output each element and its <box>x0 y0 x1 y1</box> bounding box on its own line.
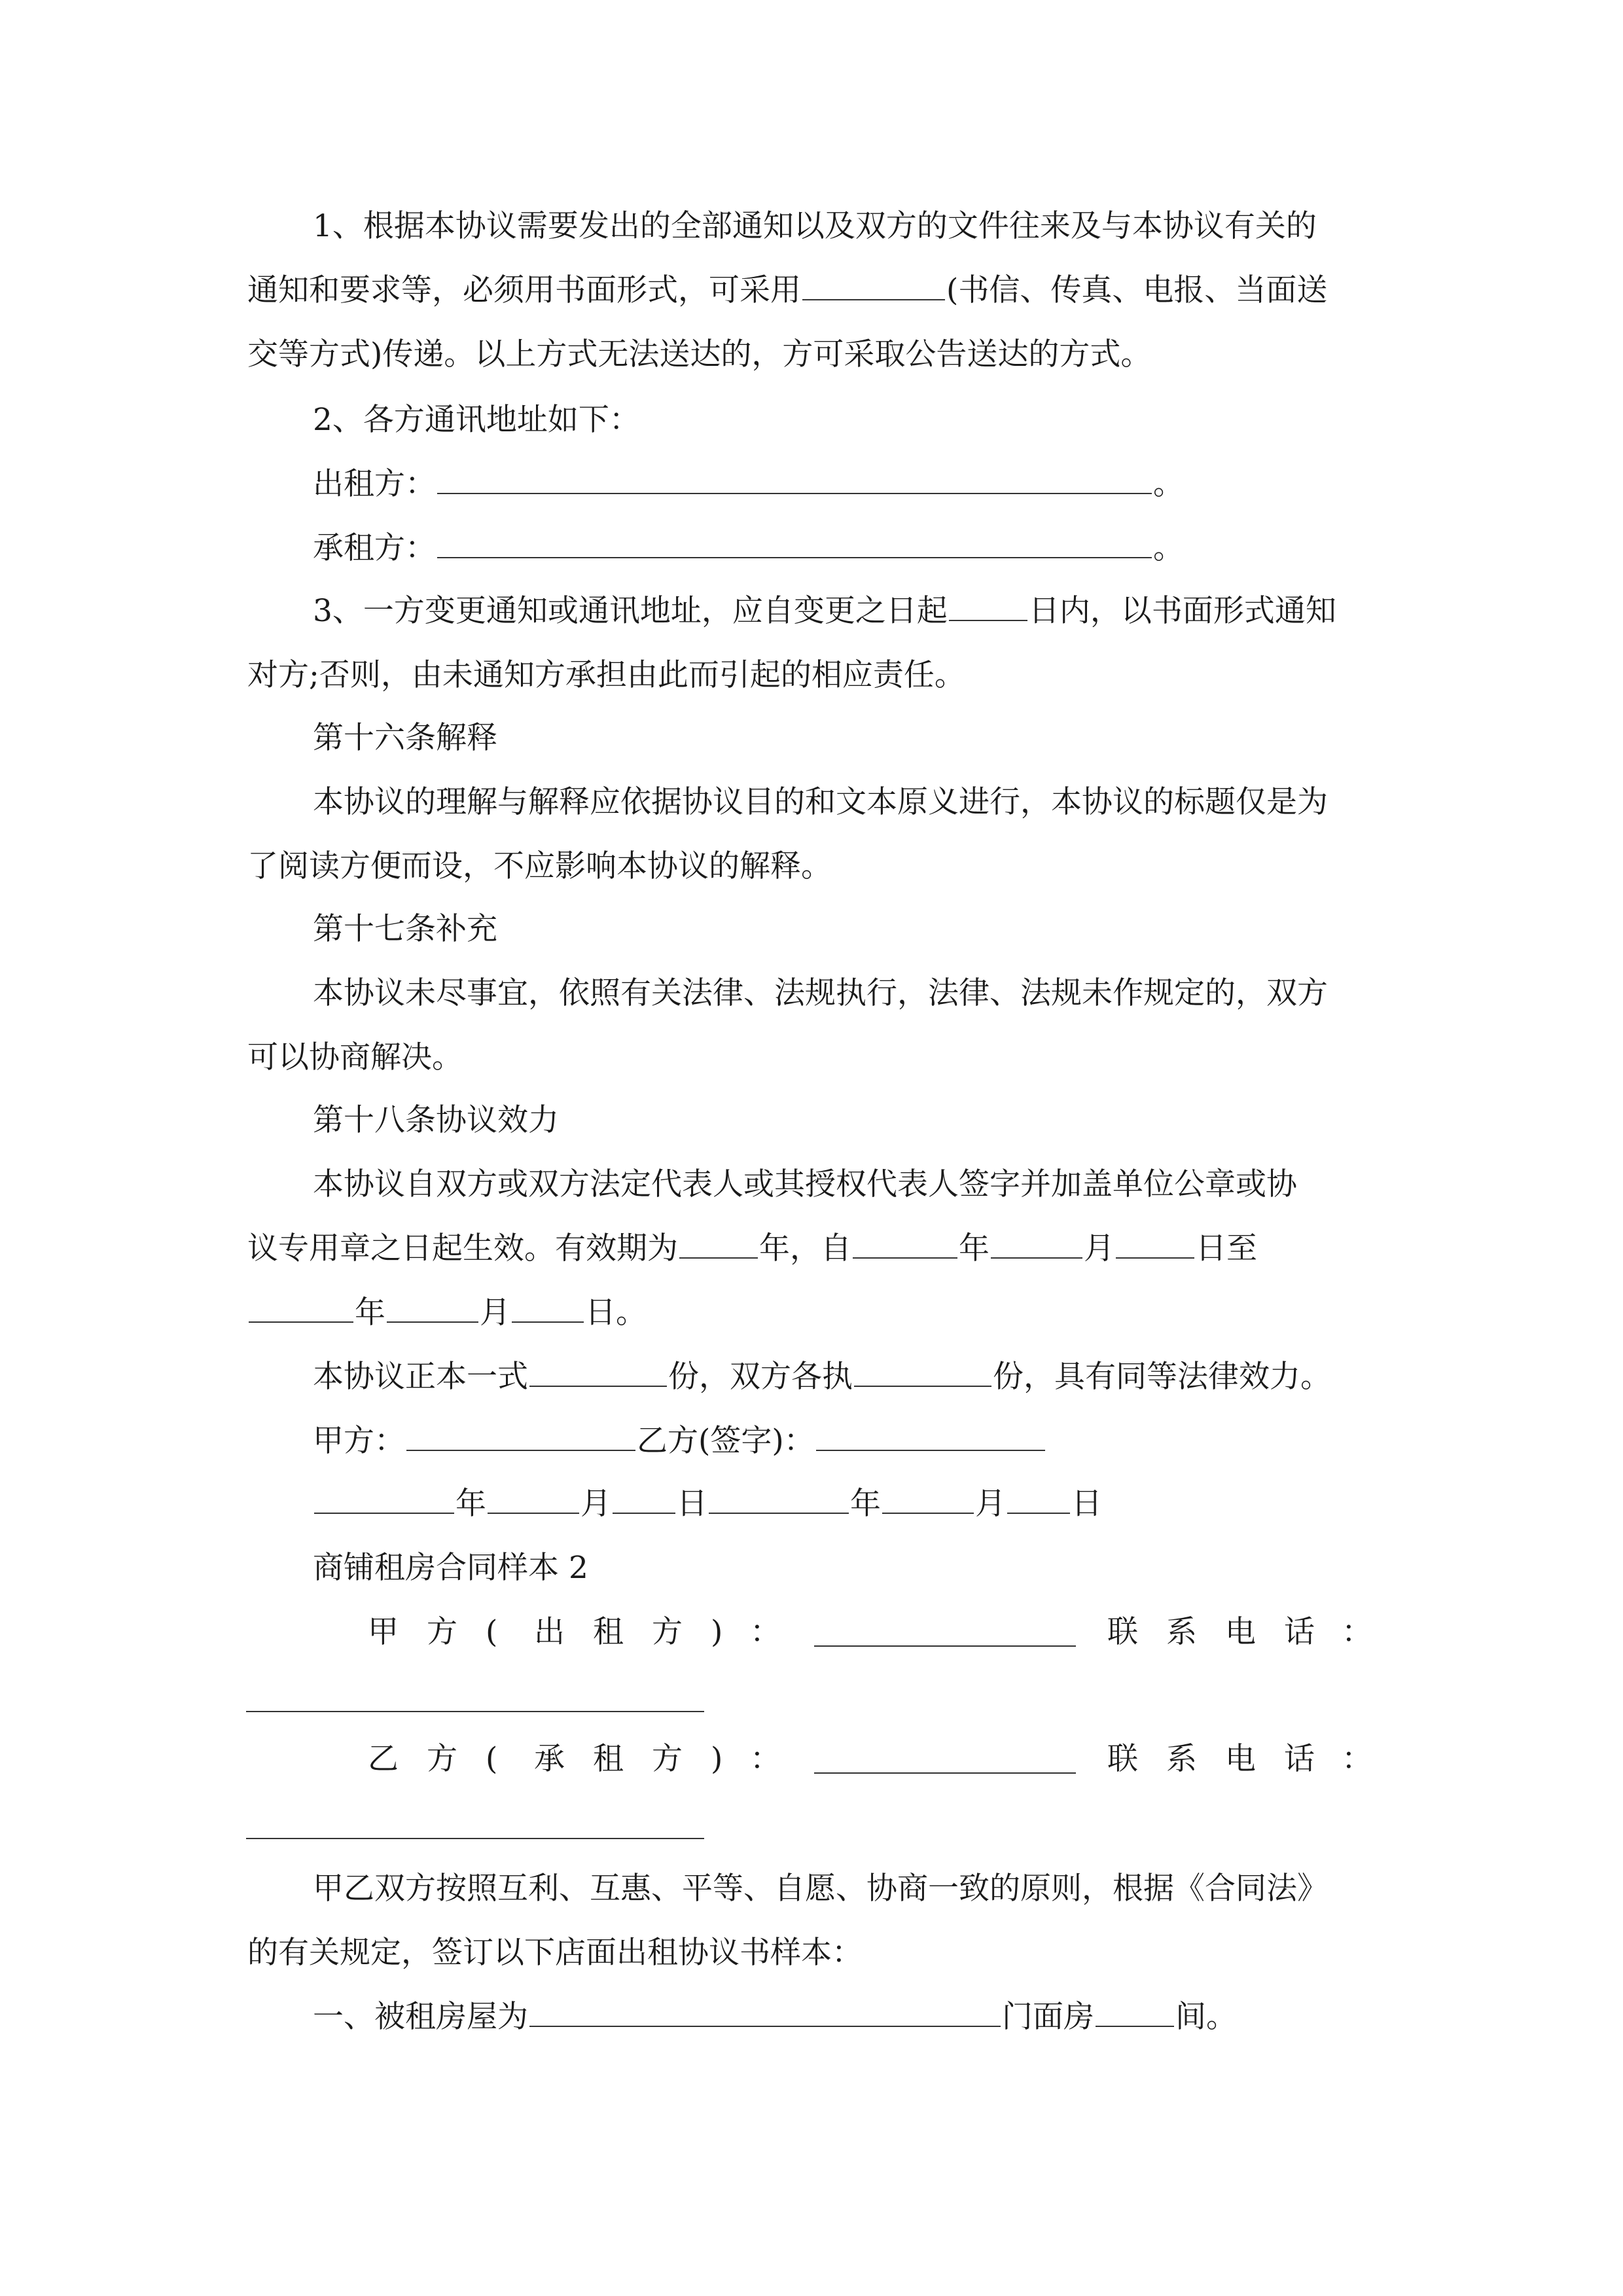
signature-date-line <box>313 1486 1102 1522</box>
char: 乙 <box>368 1741 399 1777</box>
char: 电 <box>1225 1614 1256 1650</box>
text: 月 <box>975 1486 1006 1522</box>
party-b-sign-label: 乙方(签字)： <box>637 1423 815 1459</box>
blank-party-b-sign[interactable] <box>816 1424 1045 1451</box>
article17-line1: 本协议未尽事宜，依照有关法律、法规执行，法律、法规未作规定的，双方 <box>313 975 1328 1011</box>
lessor-label: 出租方： <box>313 466 436 502</box>
blank-premises-location[interactable] <box>529 2000 1001 2027</box>
text: 日 <box>1071 1486 1102 1522</box>
text: 间。 <box>1175 1999 1237 2035</box>
text: 年 <box>959 1230 990 1266</box>
text: 通知和要求等，必须用书面形式，可采用 <box>247 272 801 308</box>
blank-party-b-phone[interactable] <box>246 1838 704 1839</box>
char: 话 <box>1284 1614 1315 1650</box>
char: 租 <box>593 1614 624 1650</box>
text: (书信、传真、电报、当面送 <box>946 272 1328 308</box>
char: 系 <box>1166 1741 1197 1777</box>
notice-para3-line1 <box>313 593 1336 630</box>
blank-lessor-address[interactable] <box>437 467 1152 494</box>
char: ： <box>1342 1614 1372 1650</box>
sample2-intro-line2: 的有关规定，签订以下店面出租协议书样本： <box>247 1935 863 1971</box>
text: 份，双方各执 <box>668 1359 853 1395</box>
blank-start-month[interactable] <box>991 1231 1082 1259</box>
char: 联 <box>1107 1741 1138 1777</box>
char: 话 <box>1284 1741 1315 1777</box>
blank-copies-each[interactable] <box>854 1359 991 1387</box>
blank-sign-year-a[interactable] <box>314 1486 454 1514</box>
blank-days[interactable] <box>949 594 1027 621</box>
blank-sign-month-a[interactable] <box>488 1486 579 1514</box>
blank-party-b-name[interactable] <box>814 1746 1076 1774</box>
blank-party-a-phone[interactable] <box>246 1711 704 1712</box>
sample2-item1 <box>313 1999 1237 2036</box>
blank-sign-month-b[interactable] <box>882 1486 974 1514</box>
text: 日至 <box>1196 1230 1257 1266</box>
article16-line1: 本协议的理解与解释应依据协议目的和文本原义进行，本协议的标题仅是为 <box>313 784 1328 820</box>
blank-copies-total[interactable] <box>529 1359 667 1387</box>
blank-term-years[interactable] <box>679 1231 758 1259</box>
char: 方 <box>652 1614 683 1650</box>
copies-line <box>313 1359 1331 1395</box>
blank-party-a-name[interactable] <box>814 1619 1076 1647</box>
char: 租 <box>593 1741 624 1777</box>
text: 月 <box>580 1486 611 1522</box>
blank-start-year[interactable] <box>853 1231 957 1259</box>
text: ，自 <box>790 1230 851 1266</box>
char: 方 <box>427 1614 457 1650</box>
blank-end-day[interactable] <box>512 1295 584 1323</box>
sample2-title: 商铺租房合同样本 2 <box>313 1550 588 1586</box>
text: 年 <box>455 1486 486 1522</box>
blank-lessee-address[interactable] <box>437 531 1152 558</box>
lessor-address-line <box>313 466 1184 503</box>
blank-start-day[interactable] <box>1116 1231 1194 1259</box>
blank-end-month[interactable] <box>387 1295 478 1323</box>
text: 份，具有同等法律效力。 <box>993 1359 1331 1395</box>
text: 。 <box>1153 466 1184 502</box>
article16-title: 第十六条解释 <box>313 720 497 756</box>
blank-end-year[interactable] <box>249 1295 353 1323</box>
sample2-party-a-line <box>368 1614 1372 1651</box>
sample2-intro-line1: 甲乙双方按照互利、互惠、平等、自愿、协商一致的原则，根据《合同法》 <box>313 1871 1328 1907</box>
notice-para3-line2: 对方;否则，由未通知方承担由此而引起的相应责任。 <box>247 657 965 693</box>
char: 承 <box>534 1741 565 1777</box>
text: 年 <box>355 1295 385 1331</box>
text: 日。 <box>585 1295 647 1331</box>
party-a-label: 甲方： <box>313 1423 405 1459</box>
text: 年 <box>850 1486 881 1522</box>
char: ： <box>1342 1741 1372 1777</box>
char: 电 <box>1225 1741 1256 1777</box>
char: ： <box>750 1741 781 1777</box>
text: 议专用章之日起生效。有效期为 <box>247 1230 678 1266</box>
blank-sign-day-b[interactable] <box>1007 1486 1070 1514</box>
text: 本协议正本一式 <box>313 1359 528 1395</box>
article18-line3 <box>247 1295 647 1331</box>
article17-title: 第十七条补充 <box>313 911 497 947</box>
article18-line2 <box>247 1230 1257 1267</box>
text: 。 <box>1153 530 1184 566</box>
char: 方 <box>652 1741 683 1777</box>
blank-sign-day-a[interactable] <box>613 1486 675 1514</box>
lessee-label: 承租方： <box>313 530 436 566</box>
notice-para1-line1: 1、根据本协议需要发出的全部通知以及双方的文件往来及与本协议有关的 <box>313 208 1317 244</box>
text: 月 <box>1084 1230 1115 1266</box>
text: 月 <box>480 1295 510 1331</box>
blank-method[interactable] <box>802 273 945 300</box>
char: 方 <box>427 1741 457 1777</box>
text: 一、被租房屋为 <box>313 1999 528 2035</box>
lessee-address-line <box>313 530 1184 567</box>
article18-title: 第十八条协议效力 <box>313 1102 559 1138</box>
blank-sign-year-b[interactable] <box>709 1486 849 1514</box>
sample2-party-b-line <box>368 1741 1372 1778</box>
blank-party-a-sign[interactable] <box>406 1424 635 1451</box>
blank-room-count[interactable] <box>1096 2000 1174 2027</box>
notice-para1-line3: 交等方式)传递。以上方式无法送达的，方可采取公告送达的方式。 <box>247 336 1152 372</box>
text: 3、一方变更通知或通讯地址，应自变更之日起 <box>313 593 948 629</box>
char: ( <box>486 1741 498 1777</box>
char: 甲 <box>368 1614 399 1650</box>
notice-para1-line2 <box>247 272 1327 309</box>
char: 出 <box>534 1614 565 1650</box>
signature-line <box>313 1423 1046 1460</box>
char: ) <box>711 1614 723 1650</box>
text: 日内，以书面形式通知 <box>1028 593 1336 629</box>
article16-line2: 了阅读方便而设，不应影响本协议的解释。 <box>247 848 832 884</box>
text: 门面房 <box>1002 1999 1094 2035</box>
char: ( <box>486 1614 498 1650</box>
char: ) <box>711 1741 723 1777</box>
char: ： <box>750 1614 781 1650</box>
article18-line1: 本协议自双方或双方法定代表人或其授权代表人签字并加盖单位公章或协 <box>313 1166 1297 1202</box>
char: 联 <box>1107 1614 1138 1650</box>
text: 年 <box>759 1230 790 1266</box>
char: 系 <box>1166 1614 1197 1650</box>
notice-para2: 2、各方通讯地址如下： <box>313 402 640 438</box>
text: 日 <box>677 1486 707 1522</box>
article17-line2: 可以协商解决。 <box>247 1039 463 1075</box>
